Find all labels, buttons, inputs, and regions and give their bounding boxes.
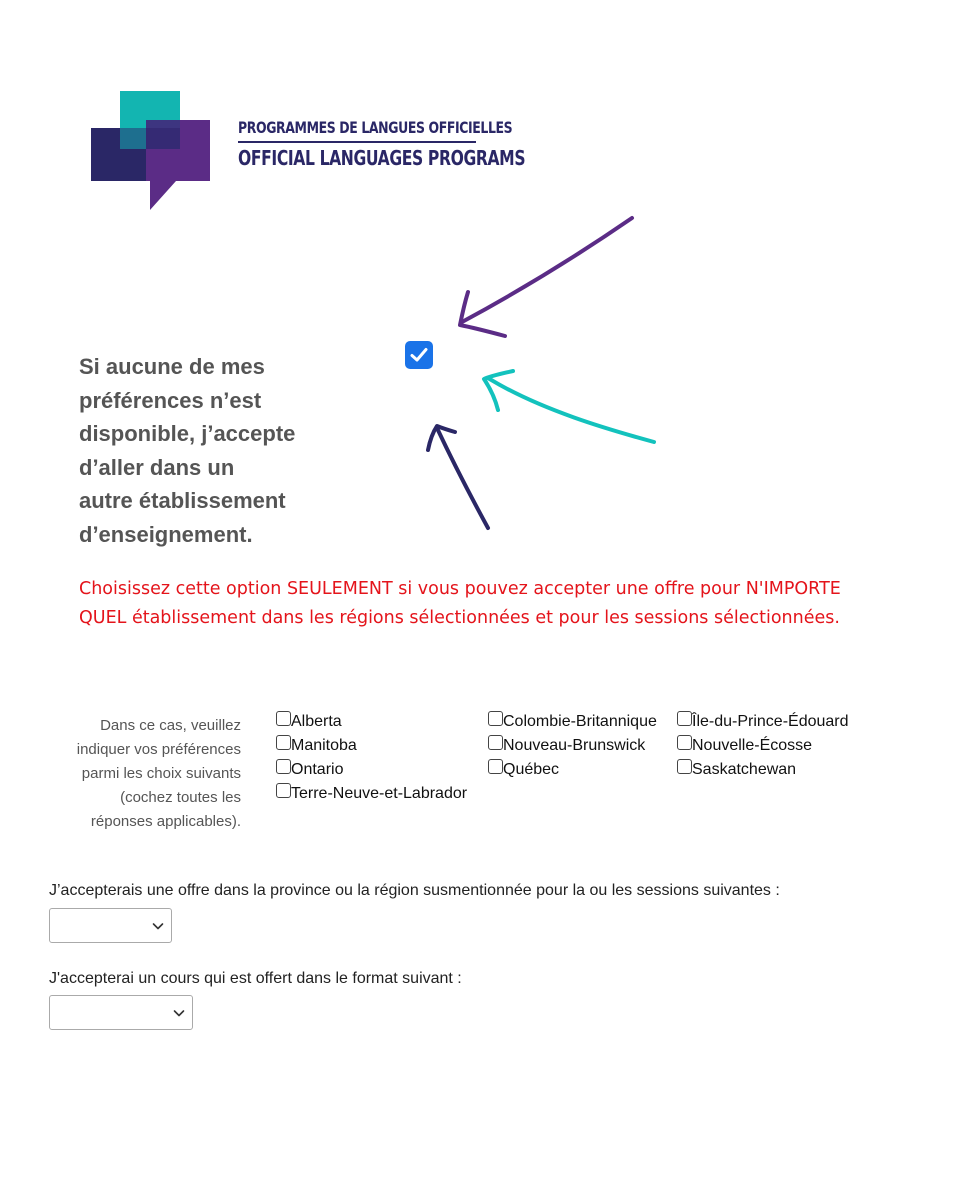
province-option-colombie-britannique[interactable] [488, 710, 657, 734]
checkbox[interactable] [488, 759, 503, 774]
checkmark-icon [409, 345, 429, 365]
logo-title-french: PROGRAMMES DE LANGUES OFFICIELLES [238, 118, 513, 137]
preferences-label: Dans ce cas, veuillez indiquer vos préférences parmi les choix suivants (cochez toutes les réponses applicables). [76, 717, 241, 830]
option-label: Manitoba [291, 737, 357, 754]
annotation-arrows [400, 200, 680, 540]
purple-arrowhead-icon [460, 292, 505, 336]
checkbox[interactable] [677, 759, 692, 774]
logo-text [238, 118, 526, 170]
option-label: Québec [503, 761, 560, 778]
format-question-label: J'accepterai un cours qui est offert dans le format suivant : [49, 970, 462, 987]
option-label: Alberta [291, 713, 342, 730]
province-option-ontario[interactable] [276, 758, 343, 782]
province-option-quebec[interactable] [488, 758, 559, 782]
province-option-saskatchewan[interactable] [677, 758, 796, 782]
purple-arrow-icon [462, 218, 632, 322]
accept-other-institution-checkbox[interactable] [405, 341, 433, 369]
checkbox[interactable] [488, 711, 503, 726]
teal-arrow-icon [488, 378, 654, 442]
logo-title-english: OFFICIAL LANGUAGES PROGRAMS [238, 146, 526, 170]
province-option-manitoba[interactable] [276, 734, 357, 758]
option-label: Terre-Neuve-et-Labrador [291, 785, 468, 802]
speech-bubbles-logo-icon [88, 90, 213, 212]
province-option-ile-du-prince-edouard[interactable] [677, 710, 849, 734]
checkbox[interactable] [276, 711, 291, 726]
statement-line: d’enseignement. [79, 521, 253, 547]
navy-arrow-icon [437, 428, 488, 528]
province-option-nouveau-brunswick[interactable] [488, 734, 645, 758]
statement-line: Si aucune de mes [79, 354, 265, 379]
option-label: Nouveau-Brunswick [503, 737, 646, 754]
session-question-label: J’accepterais une offre dans la province ou la région susmentionnée pour la ou les sessions suivantes : [49, 882, 780, 899]
chevron-down-icon [173, 1007, 185, 1019]
chevron-down-icon [152, 920, 164, 932]
option-label: Colombie-Britannique [503, 713, 657, 730]
session-select[interactable] [49, 908, 172, 943]
statement-line: préférences n’est [79, 387, 262, 413]
checkbox[interactable] [488, 735, 503, 750]
province-option-alberta[interactable] [276, 710, 342, 734]
logo-divider [238, 141, 476, 143]
statement-line: disponible, j’accepte [79, 421, 296, 446]
checkbox[interactable] [276, 735, 291, 750]
statement-line: autre établissement [79, 488, 286, 513]
accept-other-institution-statement [79, 350, 349, 551]
checkbox[interactable] [276, 783, 291, 798]
option-label: Ontario [291, 761, 344, 778]
statement-line: d’aller dans un [79, 454, 235, 480]
option-label: Île-du-Prince-Édouard [692, 713, 849, 730]
checkbox[interactable] [677, 735, 692, 750]
option-label: Nouvelle-Écosse [692, 737, 813, 754]
checkbox[interactable] [677, 711, 692, 726]
option-label: Saskatchewan [692, 761, 797, 778]
checkbox[interactable] [276, 759, 291, 774]
province-option-terre-neuve-et-labrador[interactable] [276, 782, 467, 806]
format-select[interactable] [49, 995, 193, 1030]
warning-message: Choisissez cette option SEULEMENT si vous pouvez accepter une offre pour N'IMPORTE QUEL établissement dans les régions sélectionnées et pour les sessions sélectionnées. [79, 579, 841, 628]
province-option-nouvelle-ecosse[interactable] [677, 734, 812, 758]
